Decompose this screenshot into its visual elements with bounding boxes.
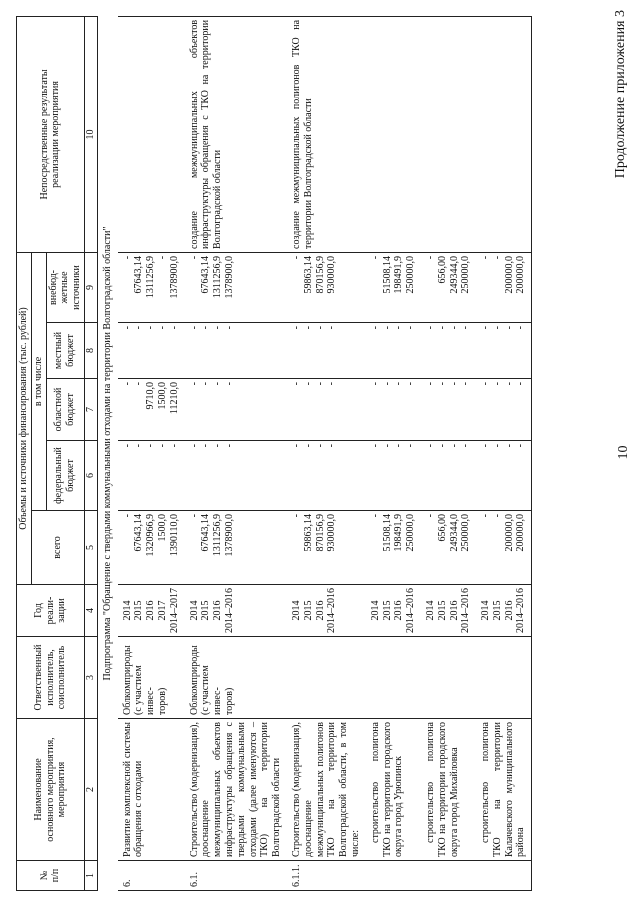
row-federal: - - - - - xyxy=(118,441,185,511)
col-header-incl: в том числе xyxy=(31,252,46,510)
col-header-local: местный бюджет xyxy=(46,323,84,379)
row-local: - - - - xyxy=(421,323,476,379)
row-regional: - - - - xyxy=(421,379,476,441)
row-name: Развитие комплексной системы обращения с отходами xyxy=(118,719,185,861)
col-number: 3 xyxy=(84,637,97,719)
col-header-name: Наименование основного мероприятия, мероприятия xyxy=(17,719,85,861)
row-years: 2014 2015 2016 2014–2016 xyxy=(421,585,476,637)
row-result: создание межмуниципальных полигонов ТКО на территории Волгоградской области xyxy=(287,16,366,252)
table-row xyxy=(185,16,287,890)
col-number: 6 xyxy=(84,441,97,511)
row-extra: - 656,00 249344,0 250000,0 xyxy=(421,252,476,322)
column-numbers-row xyxy=(84,16,97,890)
col-header-federal: федеральный бюджет xyxy=(46,441,84,511)
row-extra: - 51508,14 198491,9 250000,0 xyxy=(366,252,421,322)
row-local: - - - - - xyxy=(118,323,185,379)
row-total: - 51508,14 198491,9 250000,0 xyxy=(366,511,421,585)
row-regional: - - - - xyxy=(366,379,421,441)
table-row xyxy=(421,16,476,890)
row-regional: - - - - xyxy=(185,379,287,441)
col-number: 2 xyxy=(84,719,97,861)
table-row xyxy=(287,16,366,890)
col-header-extra: внебюд- жетные источники xyxy=(46,252,84,322)
row-total: - - 200000,0 200000,0 xyxy=(476,511,532,585)
row-num xyxy=(476,861,532,891)
row-name: строительство полигона ТКО на территории городского округа город Михайловка xyxy=(421,719,476,861)
row-name: строительство полигона ТКО на территории городского округа город Урюпинск xyxy=(366,719,421,861)
col-number: 1 xyxy=(84,861,97,891)
row-result xyxy=(476,16,532,252)
row-result: создание межмуниципальных объектов инфраструктуры обращения с ТКО на территории Волгоградской области xyxy=(185,16,287,252)
row-num xyxy=(366,861,421,891)
col-header-executor: Ответственный исполнитель, соисполнитель xyxy=(17,637,85,719)
col-header-regional: областной бюджет xyxy=(46,379,84,441)
row-result xyxy=(366,16,421,252)
row-years: 2014 2015 2016 2014–2016 xyxy=(476,585,532,637)
page-number: 10 xyxy=(616,445,631,460)
row-federal: - - - - xyxy=(185,441,287,511)
row-name: Строительство (модернизация), дооснащение межмуниципальных полигонов ТКО на территории Волгоградской области, в том числе: xyxy=(287,719,366,861)
row-federal: - - - - xyxy=(421,441,476,511)
row-years: 2014 2015 2016 2014–2016 xyxy=(366,585,421,637)
col-header-num: № п/п xyxy=(17,861,85,891)
row-local: - - - - xyxy=(366,323,421,379)
appendix-title: Продолжение приложения 3 xyxy=(613,10,628,179)
row-extra: - - 200000,0 200000,0 xyxy=(476,252,532,322)
row-regional: - - - - xyxy=(287,379,366,441)
row-total: - 656,00 249344,0 250000,0 xyxy=(421,511,476,585)
col-number: 10 xyxy=(84,16,97,252)
col-number: 8 xyxy=(84,323,97,379)
col-number: 9 xyxy=(84,252,97,322)
row-extra: - 67643,14 1311256,9 - 1378900,0 xyxy=(118,252,185,322)
row-executor xyxy=(421,637,476,719)
col-header-results: Непосредственные результаты реализации мероприятия xyxy=(17,16,85,252)
row-federal: - - - - xyxy=(366,441,421,511)
row-local: - - - - xyxy=(476,323,532,379)
row-federal: - - - - xyxy=(287,441,366,511)
row-num: 6. xyxy=(118,861,185,891)
row-executor xyxy=(366,637,421,719)
row-total: - 67643,14 1320966,9 1500,0 1390110,0 xyxy=(118,511,185,585)
row-regional: - - - - xyxy=(476,379,532,441)
col-number: 4 xyxy=(84,585,97,637)
row-num: 6.1.1. xyxy=(287,861,366,891)
row-years: 2014 2015 2016 2014–2016 xyxy=(287,585,366,637)
row-num: 6.1. xyxy=(185,861,287,891)
row-local: - - - - xyxy=(287,323,366,379)
row-result xyxy=(118,16,185,252)
table-row xyxy=(118,16,185,890)
col-header-funding: Объемы и источники финансирования (тыс. рублей) xyxy=(17,252,32,584)
row-executor xyxy=(476,637,532,719)
row-extra: - 59863,14 870156,9 930000,0 xyxy=(287,252,366,322)
row-federal: - - - - xyxy=(476,441,532,511)
row-executor xyxy=(287,637,366,719)
row-extra: - 67643,14 1311256,9 1378900,0 xyxy=(185,252,287,322)
col-header-total: всего xyxy=(31,511,84,585)
table-row xyxy=(476,16,532,890)
row-name: Строительство (модернизация), дооснащение межмуниципальных объектов инфраструктуры обращения с твердыми коммунальными отходами (далее именуются – ТКО) на территории Волгоградской области xyxy=(185,719,287,861)
row-num xyxy=(421,861,476,891)
row-executor: Облкомприроды (с участием инвес- торов) xyxy=(118,637,185,719)
program-table xyxy=(16,16,532,891)
col-header-year: Год реали- зации xyxy=(17,585,85,637)
row-name: строительство полигона ТКО на территории Калачевского муниципального района xyxy=(476,719,532,861)
row-total: - 59863,14 870156,9 930000,0 xyxy=(287,511,366,585)
row-result xyxy=(421,16,476,252)
row-years: 2014 2015 2016 2017 2014–2017 xyxy=(118,585,185,637)
table-row xyxy=(366,16,421,890)
row-regional: - - 9710,0 1500,0 11210,0 xyxy=(118,379,185,441)
row-local: - - - - xyxy=(185,323,287,379)
col-number: 7 xyxy=(84,379,97,441)
subprogram-title: Подпрограмма "Обращение с твердыми коммунальными отходами на территории Волгоградской области" xyxy=(97,16,117,890)
row-executor: Облкомприроды (с участием инвес- торов) xyxy=(185,637,287,719)
col-number: 5 xyxy=(84,511,97,585)
row-total: - 67643,14 1311256,9 1378900,0 xyxy=(185,511,287,585)
row-years: 2014 2015 2016 2014–2016 xyxy=(185,585,287,637)
